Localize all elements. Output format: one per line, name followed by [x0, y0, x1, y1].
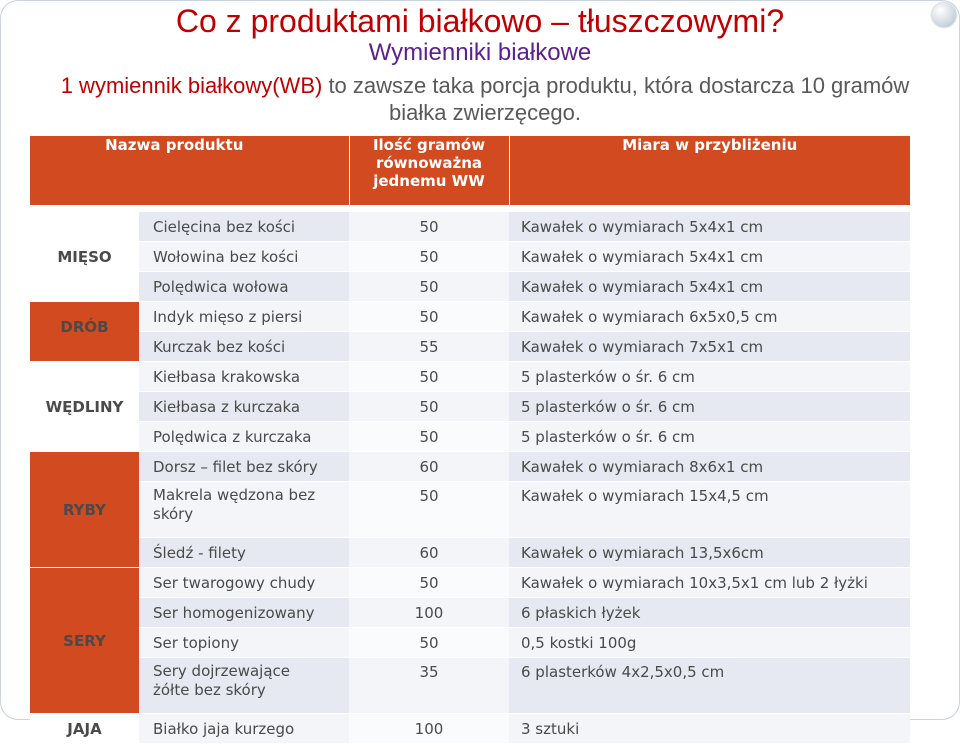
intro-paragraph: [30, 72, 940, 126]
table-row: [30, 332, 910, 362]
product-qty: 100: [349, 598, 509, 628]
slide-subtitle: Wymienniki białkowe: [368, 39, 592, 66]
table-row: [30, 658, 910, 714]
product-name: Polędwica z kurczaka: [139, 422, 349, 452]
product-measure: 3 sztuki: [509, 714, 910, 744]
product-name: Indyk mięso z piersi: [139, 302, 349, 332]
product-name: Wołowina bez kości: [139, 242, 349, 272]
product-name: Kurczak bez kości: [139, 332, 349, 362]
product-measure: Kawałek o wymiarach 5x4x1 cm: [509, 242, 910, 272]
product-measure: 5 plasterków o śr. 6 cm: [509, 422, 910, 452]
product-name-cell: [139, 482, 349, 538]
product-name-cell: [139, 658, 349, 714]
table-row: [30, 538, 910, 568]
intro-text: to zawsze taka porcja produktu, która dostarcza 10 gramów białka zwierzęcego.: [322, 73, 910, 125]
product-qty: 50: [349, 362, 509, 392]
table-row: [30, 362, 910, 392]
header-product-name: Nazwa produktu: [30, 136, 349, 205]
category-cold-cuts: WĘDLINY: [30, 362, 139, 452]
category-eggs: JAJA: [30, 714, 139, 744]
header-quantity: Ilość gramów równoważna jednemu WW: [349, 136, 509, 205]
product-name: Ser topiony: [139, 628, 349, 658]
exchange-table: [30, 136, 910, 744]
product-measure: 6 płaskich łyżek: [509, 598, 910, 628]
product-name: Cielęcina bez kości: [139, 212, 349, 242]
product-name: Kiełbasa krakowska: [139, 362, 349, 392]
product-measure: Kawałek o wymiarach 6x5x0,5 cm: [509, 302, 910, 332]
table-row: [30, 628, 910, 658]
product-name: Ser twarogowy chudy: [139, 568, 349, 598]
product-qty: 50: [349, 302, 509, 332]
product-qty: 50: [349, 392, 509, 422]
product-qty: 50: [349, 272, 509, 302]
product-name: Makrela wędzona bez skóry: [153, 486, 316, 523]
category-cheese: SERY: [30, 568, 139, 714]
category-poultry: DRÓB: [30, 302, 139, 362]
product-measure: Kawałek o wymiarach 7x5x1 cm: [509, 332, 910, 362]
product-measure: Kawałek o wymiarach 13,5x6cm: [509, 538, 910, 568]
product-measure: Kawałek o wymiarach 5x4x1 cm: [509, 212, 910, 242]
product-measure: 0,5 kostki 100g: [509, 628, 910, 658]
product-qty: 60: [349, 452, 509, 482]
table-row: [30, 422, 910, 452]
product-name: Dorsz – filet bez skóry: [139, 452, 349, 482]
table-row: [30, 302, 910, 332]
product-measure: 5 plasterków o śr. 6 cm: [509, 392, 910, 422]
product-name: Sery dojrzewające żółte bez skóry: [153, 662, 290, 699]
table-row: [30, 714, 910, 744]
header-spacer: [30, 205, 910, 212]
product-qty: 50: [349, 422, 509, 452]
product-qty: 50: [349, 212, 509, 242]
category-meat: MIĘSO: [30, 212, 139, 302]
product-measure: Kawałek o wymiarach 5x4x1 cm: [509, 272, 910, 302]
product-qty: 60: [349, 538, 509, 568]
product-qty: 55: [349, 332, 509, 362]
product-name: Śledź - filety: [139, 538, 349, 568]
product-qty: 50: [349, 482, 509, 538]
product-measure: 5 plasterków o śr. 6 cm: [509, 362, 910, 392]
slide-title: Co z produktami białkowo – tłuszczowymi?: [175, 3, 785, 39]
table-row: [30, 212, 910, 242]
product-qty: 50: [349, 568, 509, 598]
table-row: [30, 242, 910, 272]
table-row: [30, 272, 910, 302]
product-qty: 35: [349, 658, 509, 714]
intro-lead: 1 wymiennik białkowy(WB): [60, 73, 323, 98]
header-measure: Miara w przybliżeniu: [509, 136, 910, 205]
product-qty: 50: [349, 242, 509, 272]
table-row: [30, 598, 910, 628]
product-name: Białko jaja kurzego: [139, 714, 349, 744]
product-qty: 50: [349, 628, 509, 658]
product-measure: 6 plasterków 4x2,5x0,5 cm: [509, 658, 910, 714]
product-qty: 100: [349, 714, 509, 744]
table-row: [30, 392, 910, 422]
product-measure: Kawałek o wymiarach 10x3,5x1 cm lub 2 łyżki: [509, 568, 910, 598]
product-measure: Kawałek o wymiarach 8x6x1 cm: [509, 452, 910, 482]
product-measure: Kawałek o wymiarach 15x4,5 cm: [509, 482, 910, 538]
product-name: Ser homogenizowany: [139, 598, 349, 628]
product-name: Polędwica wołowa: [139, 272, 349, 302]
category-fish: RYBY: [30, 452, 139, 568]
table-row: [30, 568, 910, 598]
product-name: Kiełbasa z kurczaka: [139, 392, 349, 422]
table-header-row: [30, 136, 910, 205]
table-row: [30, 452, 910, 482]
table-row: [30, 482, 910, 538]
